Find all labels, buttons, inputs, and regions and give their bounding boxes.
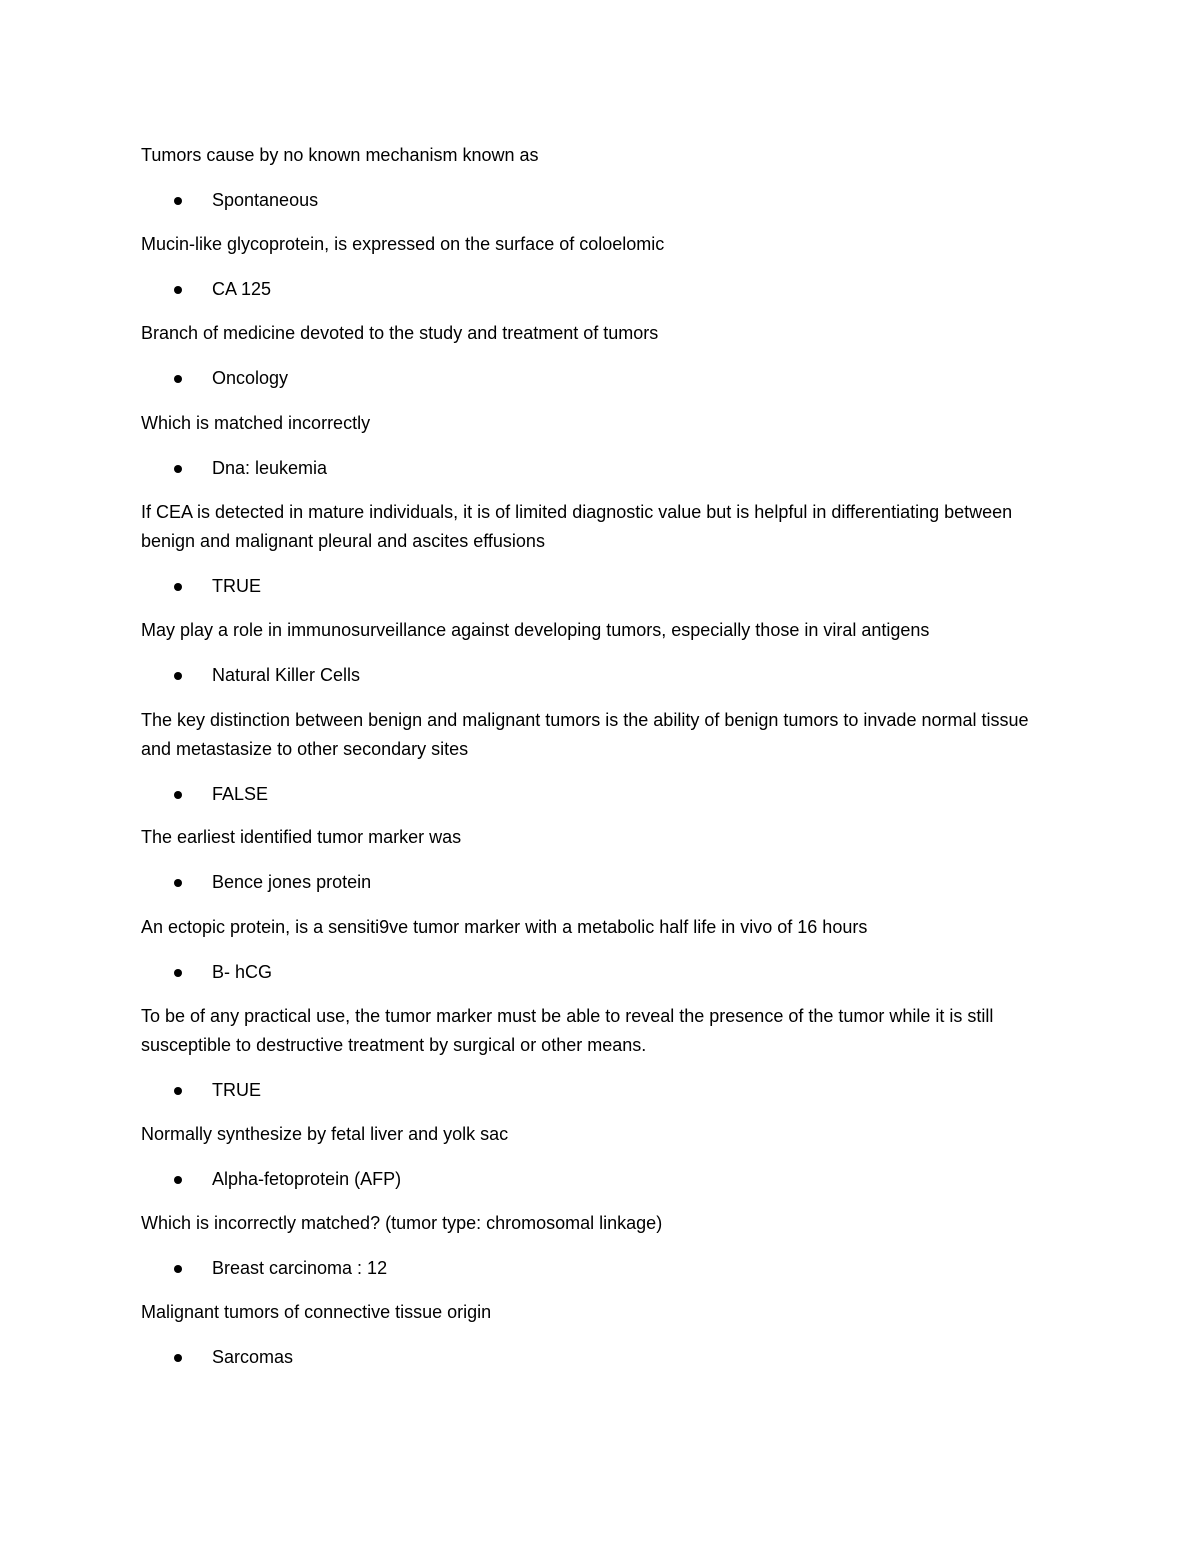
question-block — [141, 1209, 1061, 1283]
answer-item — [141, 1165, 1061, 1194]
answer-text: Dna: leukemia — [212, 458, 328, 478]
question-block — [141, 230, 1061, 304]
question-text: Malignant tumors of connective tissue origin — [141, 1302, 492, 1322]
question-block — [141, 498, 1061, 601]
question-text: Tumors cause by no known mechanism known as — [141, 145, 539, 165]
bullet-icon — [174, 791, 182, 799]
bullet-icon — [174, 1265, 182, 1273]
question-block — [141, 1298, 1061, 1372]
question-text: The earliest identified tumor marker was — [141, 827, 462, 847]
answer-item — [141, 868, 1061, 897]
question-text: May play a role in immunosurveillance against developing tumors, especially those in viral antigens — [141, 620, 930, 640]
document-page — [141, 0, 1061, 1553]
bullet-icon — [174, 375, 182, 383]
bullet-icon — [174, 1176, 182, 1184]
question-block — [141, 1002, 1061, 1105]
answer-text: Breast carcinoma : 12 — [212, 1258, 388, 1278]
question-text: Normally synthesize by fetal liver and yolk sac — [141, 1124, 509, 1144]
answer-item — [141, 572, 1061, 601]
answer-text: FALSE — [212, 784, 269, 804]
answer-text: CA 125 — [212, 279, 272, 299]
answer-text: Bence jones protein — [212, 872, 372, 892]
question-text: Which is incorrectly matched? (tumor type: chromosomal linkage) — [141, 1213, 663, 1233]
bullet-icon — [174, 286, 182, 294]
question-text: If CEA is detected in mature individuals, it is of limited diagnostic value but is helpful in differentiating between benign and malignant pleural and ascites effusions — [141, 502, 1013, 551]
answer-item — [141, 780, 1061, 809]
bullet-icon — [174, 1087, 182, 1095]
answer-text: Natural Killer Cells — [212, 665, 361, 685]
answer-item — [141, 1254, 1061, 1283]
question-text: Branch of medicine devoted to the study and treatment of tumors — [141, 323, 659, 343]
answer-item — [141, 958, 1061, 987]
bullet-icon — [174, 879, 182, 887]
answer-text: B- hCG — [212, 962, 273, 982]
question-text: Mucin-like glycoprotein, is expressed on the surface of coloelomic — [141, 234, 665, 254]
answer-text: Sarcomas — [212, 1347, 294, 1367]
question-block — [141, 706, 1061, 809]
question-text: To be of any practical use, the tumor marker must be able to reveal the presence of the tumor while it is still susceptible to destructive treatment by surgical or other means. — [141, 1006, 994, 1055]
bullet-icon — [174, 465, 182, 473]
answer-item — [141, 275, 1061, 304]
question-block — [141, 141, 1061, 215]
answer-text: TRUE — [212, 576, 261, 596]
answer-item — [141, 1076, 1061, 1105]
answer-item — [141, 364, 1061, 393]
question-block — [141, 1120, 1061, 1194]
bullet-icon — [174, 197, 182, 205]
question-block — [141, 913, 1061, 987]
answer-text: Alpha-fetoprotein (AFP) — [212, 1169, 402, 1189]
answer-text: Spontaneous — [212, 190, 319, 210]
question-text: An ectopic protein, is a sensiti9ve tumor marker with a metabolic half life in vivo of 16 hours — [141, 917, 868, 937]
question-block — [141, 616, 1061, 690]
question-text: Which is matched incorrectly — [141, 413, 371, 433]
answer-item — [141, 661, 1061, 690]
answer-item — [141, 186, 1061, 215]
answer-item — [141, 1343, 1061, 1372]
question-block — [141, 319, 1061, 393]
bullet-icon — [174, 1354, 182, 1362]
answer-item — [141, 454, 1061, 483]
answer-text: TRUE — [212, 1080, 261, 1100]
answer-text: Oncology — [212, 368, 289, 388]
bullet-icon — [174, 969, 182, 977]
bullet-icon — [174, 583, 182, 591]
question-block — [141, 823, 1061, 897]
bullet-icon — [174, 672, 182, 680]
question-block — [141, 409, 1061, 483]
question-text: The key distinction between benign and malignant tumors is the ability of benign tumors to invade normal tissue and metastasize to other secondary sites — [141, 710, 1029, 759]
